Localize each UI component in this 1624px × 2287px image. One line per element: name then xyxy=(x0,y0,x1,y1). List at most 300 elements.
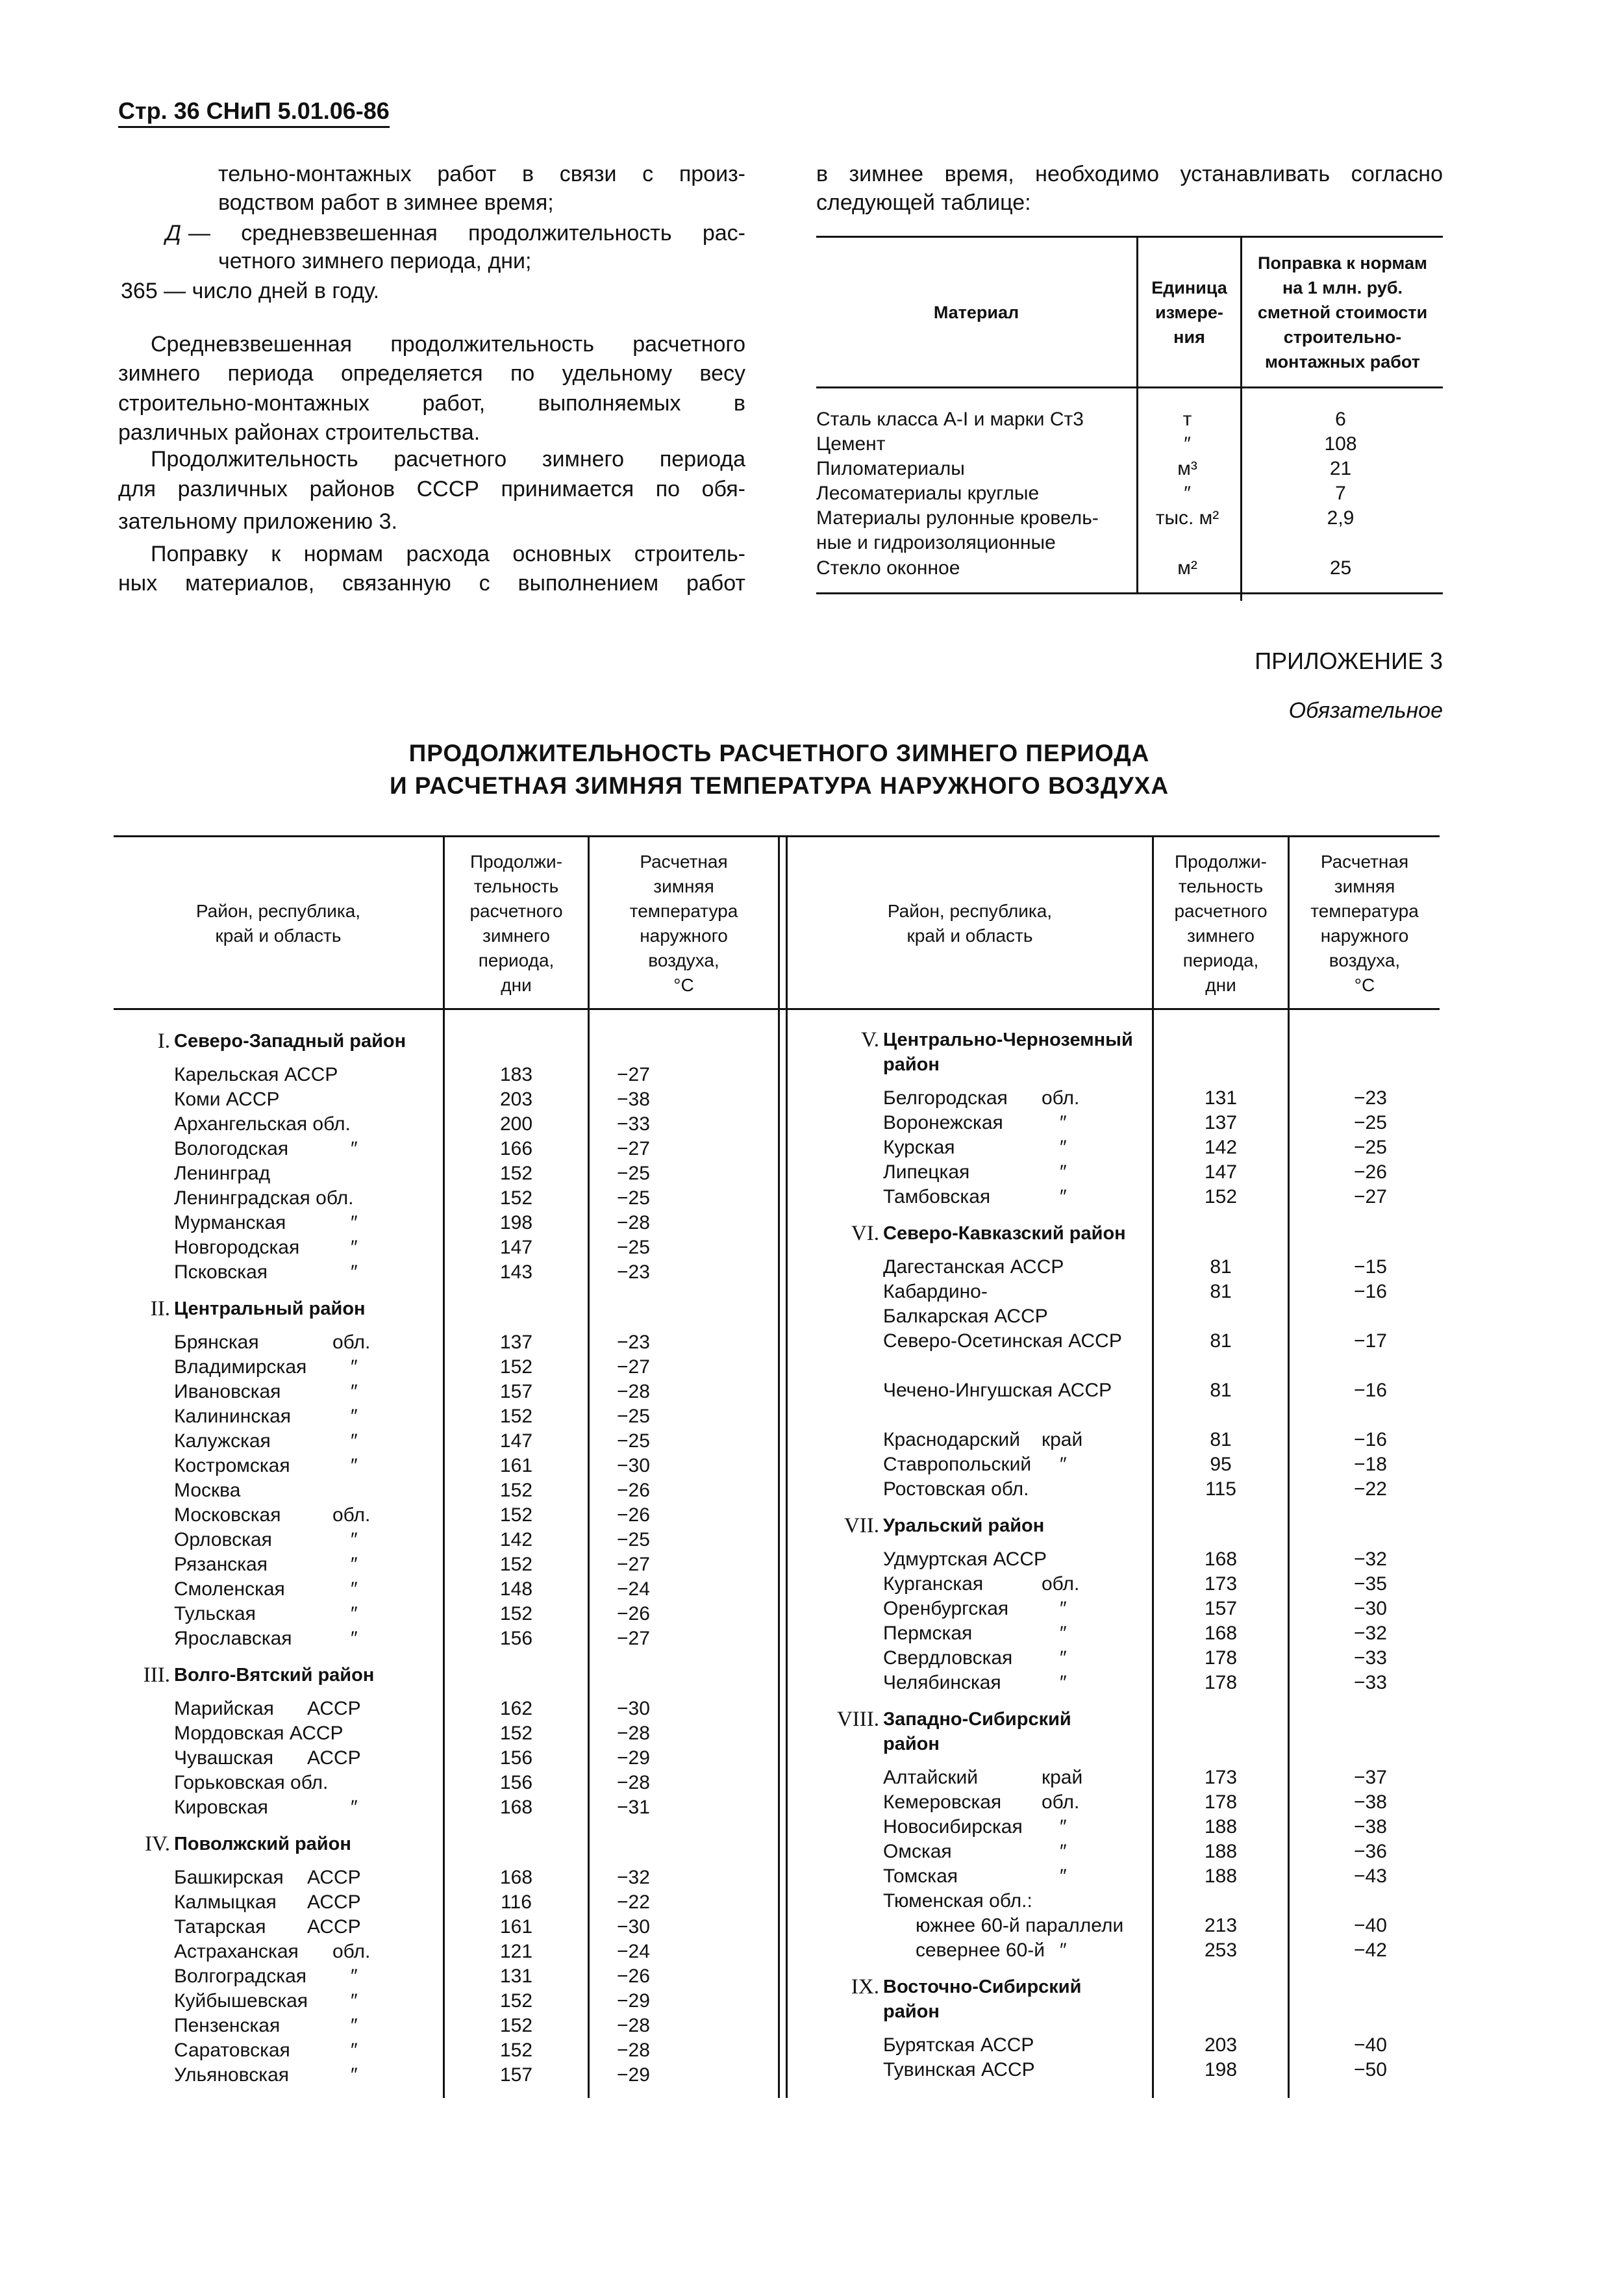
region-name: Рязанская xyxy=(174,1554,268,1575)
duration-days: 152 xyxy=(499,1603,533,1624)
region-name: Новосибирская xyxy=(883,1816,1023,1838)
unit: ″ xyxy=(1184,483,1191,504)
region-name: Оренбургская xyxy=(883,1598,1009,1619)
spacer-row xyxy=(883,1354,1440,1378)
table-row xyxy=(883,2058,1440,2082)
temperature-value: −17 xyxy=(1354,1330,1387,1352)
table-row xyxy=(174,1355,778,1380)
column-divider xyxy=(786,837,788,2098)
region-name: Новгородская xyxy=(174,1237,300,1258)
region-name: Горьковская обл. xyxy=(174,1772,329,1793)
duration-days: 143 xyxy=(499,1261,533,1283)
temperature-value: −30 xyxy=(617,1455,650,1476)
table-row xyxy=(883,1111,1440,1135)
temperature-value: −27 xyxy=(617,1064,650,1085)
region-suffix: ″ xyxy=(351,2040,358,2061)
table-rule xyxy=(816,592,1443,594)
temperature-value: −36 xyxy=(1354,1841,1387,1862)
region-name: Северо-Осетинская АССР xyxy=(883,1330,1122,1352)
region-suffix: ″ xyxy=(351,1797,358,1818)
table-row xyxy=(883,1597,1440,1621)
temperature-value: −18 xyxy=(1354,1454,1387,1475)
column-header-region: Район, республика, край и область xyxy=(887,900,1053,946)
region-name: Удмуртская АССР xyxy=(883,1548,1047,1570)
duration-days: 81 xyxy=(1210,1330,1232,1352)
temperature-value: −23 xyxy=(1354,1087,1387,1109)
region-name: Пермская xyxy=(883,1623,973,1644)
temperature-value: −40 xyxy=(1354,2034,1387,2056)
region-name: Калужская xyxy=(174,1430,271,1452)
duration-days: 178 xyxy=(1204,1647,1238,1669)
duration-days: 203 xyxy=(499,1089,533,1110)
temperature-value: −26 xyxy=(617,1504,650,1526)
region-name: Ленинградская обл. xyxy=(174,1187,354,1209)
section-number: II. xyxy=(150,1297,170,1320)
region-suffix: ″ xyxy=(351,1356,358,1378)
page-title: ПРОДОЛЖИТЕЛЬНОСТЬ РАСЧЕТНОГО ЗИМНЕГО ПЕРИОДА xyxy=(408,740,1150,766)
column-header-unit: Единица измере- ния xyxy=(1151,277,1227,347)
duration-days: 161 xyxy=(499,1916,533,1938)
duration-days: 152 xyxy=(1204,1186,1238,1207)
region-name: Кабардино- xyxy=(883,1281,988,1302)
region-suffix: ″ xyxy=(1060,1112,1067,1133)
correction-value: 7 xyxy=(1335,483,1346,504)
temperature-value: −28 xyxy=(617,1381,650,1402)
duration-days: 173 xyxy=(1204,1767,1238,1788)
temperature-value: −28 xyxy=(617,2015,650,2036)
temperature-value: −30 xyxy=(617,1916,650,1938)
region-name: Брянская xyxy=(174,1332,259,1353)
region-section-header xyxy=(143,1663,778,1697)
table-row xyxy=(883,1938,1440,1963)
table-row xyxy=(883,1547,1440,1572)
temperature-value: −25 xyxy=(617,1406,650,1427)
temperature-value: −25 xyxy=(617,1529,650,1550)
table-row xyxy=(816,531,1443,555)
material-name: ные и гидроизоляционные xyxy=(816,532,1056,553)
region-name: Белгородская xyxy=(883,1087,1008,1109)
table-row xyxy=(883,1086,1440,1111)
region-suffix: АССР xyxy=(307,1698,361,1719)
table-row xyxy=(883,1646,1440,1671)
duration-days: 168 xyxy=(499,1797,533,1818)
region-name: севернее 60-й xyxy=(916,1940,1045,1961)
region-name: Тувинская АССР xyxy=(883,2059,1035,2080)
region-suffix: ″ xyxy=(351,1381,358,1402)
table-row xyxy=(816,407,1443,432)
correction-value: 21 xyxy=(1329,458,1352,479)
table-row xyxy=(174,1161,778,1186)
region-suffix: ″ xyxy=(1060,1598,1067,1619)
region-name: Астраханская xyxy=(174,1941,299,1962)
duration-days: 152 xyxy=(499,2015,533,2036)
temperature-value: −22 xyxy=(617,1891,650,1913)
duration-days: 148 xyxy=(499,1578,533,1600)
appendix-label: ПРИЛОЖЕНИЕ 3 xyxy=(1255,648,1443,674)
table-row xyxy=(816,432,1443,457)
region-suffix: ″ xyxy=(351,1603,358,1624)
region-name: Кировская xyxy=(174,1797,268,1818)
temperature-value: −50 xyxy=(1354,2059,1387,2080)
page-header: Стр. 36 СНиП 5.01.06-86 xyxy=(118,97,390,128)
temperature-value: −26 xyxy=(617,1965,650,1987)
region-section-header xyxy=(836,1707,1440,1765)
region-name: Калмыцкая xyxy=(174,1891,277,1913)
temperature-value: −16 xyxy=(1354,1429,1387,1450)
temperature-value: −25 xyxy=(617,1187,650,1209)
table-row xyxy=(174,1260,778,1285)
region-section-header xyxy=(157,1029,778,1063)
temperature-value: −32 xyxy=(1354,1548,1387,1570)
duration-days: 131 xyxy=(499,1965,533,1987)
duration-days: 152 xyxy=(499,1990,533,2012)
region-suffix: ″ xyxy=(351,1455,358,1476)
duration-days: 156 xyxy=(499,1747,533,1769)
region-suffix: ″ xyxy=(351,2015,358,2036)
unit: м² xyxy=(1177,557,1197,579)
duration-days: 81 xyxy=(1210,1256,1232,1278)
material-name: Лесоматериалы круглые xyxy=(816,483,1040,504)
table-row xyxy=(174,1186,778,1211)
region-suffix: обл. xyxy=(1042,1573,1080,1595)
duration-days: 137 xyxy=(499,1332,533,1353)
table-row xyxy=(174,1721,778,1746)
material-name: Сталь класса А-I и марки Ст3 xyxy=(816,409,1084,430)
duration-days: 166 xyxy=(499,1138,533,1159)
table-row xyxy=(174,1890,778,1915)
duration-days: 156 xyxy=(499,1772,533,1793)
region-name: Татарская xyxy=(174,1916,266,1938)
body-text-line: различных районах строительства. xyxy=(118,420,481,445)
region-name: Марийская xyxy=(174,1698,274,1719)
body-text-line: строительно-монтажных работ, выполняемых в xyxy=(118,391,745,416)
temperature-value: −30 xyxy=(1354,1598,1387,1619)
region-name: Бурятская АССР xyxy=(883,2034,1034,2056)
temperature-value: −43 xyxy=(1354,1865,1387,1887)
duration-days: 152 xyxy=(499,1406,533,1427)
region-section-header xyxy=(843,1513,1440,1547)
region-name: Ростовская обл. xyxy=(883,1478,1029,1500)
temperature-value: −27 xyxy=(1354,1186,1387,1207)
region-suffix: АССР xyxy=(307,1867,361,1888)
section-number: VI. xyxy=(851,1222,879,1245)
table-row xyxy=(883,1329,1440,1354)
body-text-line: зимнего периода определяется по удельному весу xyxy=(118,361,745,386)
section-number: VIII. xyxy=(836,1708,879,1731)
temperature-value: −25 xyxy=(617,1430,650,1452)
duration-days: 213 xyxy=(1204,1915,1238,1936)
body-text-line: для различных районов СССР принимается по обя- xyxy=(118,477,745,501)
temperature-value: −42 xyxy=(1354,1940,1387,1961)
section-number: IV. xyxy=(145,1832,170,1856)
region-name: Волгоградская xyxy=(174,1965,307,1987)
column-header-duration: Продолжи- тельность расчетного зимнего периода, дни xyxy=(469,851,563,995)
region-suffix: обл. xyxy=(332,1941,371,1962)
body-text-line: Продолжительность расчетного зимнего периода xyxy=(151,447,745,472)
region-name: Мордовская АССР xyxy=(174,1723,344,1744)
duration-days: 152 xyxy=(499,1187,533,1209)
duration-days: 152 xyxy=(499,1163,533,1184)
region-name: Карельская АССР xyxy=(174,1064,338,1085)
temperature-value: −16 xyxy=(1354,1281,1387,1302)
region-name: Тульская xyxy=(174,1603,256,1624)
region-suffix: ″ xyxy=(1060,1865,1067,1887)
duration-days: 168 xyxy=(1204,1623,1238,1644)
temperature-value: −27 xyxy=(617,1356,650,1378)
table-row xyxy=(883,1135,1440,1160)
table-rule xyxy=(114,835,1440,837)
table-row xyxy=(883,1914,1440,1938)
region-suffix: обл. xyxy=(1042,1087,1080,1109)
duration-days: 178 xyxy=(1204,1672,1238,1693)
temperature-value: −32 xyxy=(1354,1623,1387,1644)
region-name: Саратовская xyxy=(174,2040,290,2061)
duration-days: 147 xyxy=(499,1430,533,1452)
temperature-value: −33 xyxy=(1354,1672,1387,1693)
region-suffix: ″ xyxy=(351,1529,358,1550)
region-suffix: ″ xyxy=(1060,1161,1067,1183)
table-row xyxy=(883,1185,1440,1209)
table-row xyxy=(174,1697,778,1721)
table-row xyxy=(883,1839,1440,1864)
temperature-value: −31 xyxy=(617,1797,650,1818)
material-name: Стекло оконное xyxy=(816,557,960,579)
table-row xyxy=(174,1989,778,2014)
temperature-value: −28 xyxy=(617,1723,650,1744)
region-section-header xyxy=(861,1028,1440,1086)
section-number: V. xyxy=(861,1028,879,1052)
temperature-value: −27 xyxy=(617,1628,650,1649)
temperature-value: −28 xyxy=(617,1212,650,1233)
temperature-value: −26 xyxy=(617,1603,650,1624)
region-section-header xyxy=(851,1221,1440,1255)
duration-days: 157 xyxy=(1204,1598,1238,1619)
region-name: Чувашская xyxy=(174,1747,274,1769)
region-name: Костромская xyxy=(174,1455,290,1476)
region-name: Куйбышевская xyxy=(174,1990,308,2012)
region-suffix: ″ xyxy=(1060,1454,1067,1475)
body-text-line: Средневзвешенная продолжительность расчетного xyxy=(151,332,745,357)
body-text-line: водством работ в зимнее время; xyxy=(218,190,554,215)
temperature-value: −25 xyxy=(617,1163,650,1184)
region-name: Балкарская АССР xyxy=(883,1306,1048,1327)
table-row xyxy=(883,1255,1440,1280)
region-name: Московская xyxy=(174,1504,281,1526)
region-name: Вологодская xyxy=(174,1138,289,1159)
temperature-value: −27 xyxy=(617,1554,650,1575)
table-row xyxy=(816,506,1443,531)
temperature-value: −32 xyxy=(617,1867,650,1888)
region-suffix: АССР xyxy=(307,1747,361,1769)
table-row xyxy=(174,1429,778,1454)
unit: тыс. м² xyxy=(1155,507,1219,529)
region-suffix: ″ xyxy=(351,1261,358,1283)
region-name: Свердловская xyxy=(883,1647,1013,1669)
column-header-material: Материал xyxy=(933,302,1019,322)
temperature-value: −15 xyxy=(1354,1256,1387,1278)
temperature-value: −28 xyxy=(617,1772,650,1793)
temperature-value: −22 xyxy=(1354,1478,1387,1500)
table-row xyxy=(174,1235,778,1260)
region-suffix: ″ xyxy=(351,2064,358,2086)
duration-days: 188 xyxy=(1204,1816,1238,1838)
duration-days: 131 xyxy=(1204,1087,1238,1109)
column-header-temperature: Расчетная зимняя температура наружного воздуха, °С xyxy=(1310,851,1419,995)
table-row xyxy=(174,1112,778,1137)
duration-days: 152 xyxy=(499,1480,533,1501)
duration-days: 183 xyxy=(499,1064,533,1085)
correction-value: 25 xyxy=(1329,557,1352,579)
material-name: Цемент xyxy=(816,433,886,455)
region-name: Москва xyxy=(174,1480,241,1501)
section-label: Центрально-Черноземный район xyxy=(883,1030,1133,1075)
duration-days: 161 xyxy=(499,1455,533,1476)
table-row xyxy=(883,1889,1440,1914)
table-row xyxy=(174,1478,778,1503)
table-row xyxy=(174,1771,778,1795)
region-name: Краснодарский xyxy=(883,1429,1020,1450)
region-name: Ленинград xyxy=(174,1163,271,1184)
section-number: IX. xyxy=(851,1975,879,1999)
column-header-temperature: Расчетная зимняя температура наружного воздуха, °С xyxy=(629,851,738,995)
table-row xyxy=(174,1602,778,1626)
region-suffix: обл. xyxy=(332,1504,371,1526)
temperature-value: −16 xyxy=(1354,1380,1387,1401)
section-number: I. xyxy=(157,1030,170,1053)
table-row xyxy=(174,2014,778,2038)
table-row xyxy=(883,1572,1440,1597)
duration-days: 147 xyxy=(499,1237,533,1258)
duration-days: 198 xyxy=(499,1212,533,1233)
region-suffix: ″ xyxy=(351,1237,358,1258)
region-name: Тамбовская xyxy=(883,1186,991,1207)
unit: т xyxy=(1182,409,1192,430)
table-row xyxy=(174,1503,778,1528)
table-rule xyxy=(816,386,1443,388)
table-row xyxy=(883,1815,1440,1839)
region-name: Ульяновская xyxy=(174,2064,289,2086)
body-text-line: зательному приложению 3. xyxy=(118,509,397,534)
table-row xyxy=(883,1428,1440,1452)
temperature-value: −38 xyxy=(1354,1791,1387,1813)
table-row xyxy=(174,1577,778,1602)
body-text-line: ных материалов, связанную с выполнением работ xyxy=(118,571,745,596)
symbol-d: Д xyxy=(166,221,181,246)
region-suffix: край xyxy=(1042,1429,1083,1450)
region-suffix: АССР xyxy=(307,1891,361,1913)
region-section-header xyxy=(150,1296,778,1330)
table-row xyxy=(174,1915,778,1940)
temperature-value: −40 xyxy=(1354,1915,1387,1936)
duration-days: 152 xyxy=(499,2040,533,2061)
region-name: Псковская xyxy=(174,1261,268,1283)
unit: ″ xyxy=(1184,433,1191,455)
region-name: Калининская xyxy=(174,1406,292,1427)
column-header-correction: Поправка к нормам на 1 млн. руб. сметной стоимости строительно- монтажных работ xyxy=(1257,253,1428,372)
region-suffix: ″ xyxy=(351,1406,358,1427)
table-row xyxy=(883,2033,1440,2058)
temperature-value: −23 xyxy=(617,1261,650,1283)
section-label: Северо-Кавказский район xyxy=(883,1223,1126,1244)
material-name: Пиломатериалы xyxy=(816,458,965,479)
region-name: Омская xyxy=(883,1841,952,1862)
table-row xyxy=(174,1087,778,1112)
region-suffix: обл. xyxy=(1042,1791,1080,1813)
region-suffix: ″ xyxy=(1060,1940,1067,1961)
region-suffix: ″ xyxy=(351,1430,358,1452)
column-header-duration: Продолжи- тельность расчетного зимнего периода, дни xyxy=(1174,851,1268,995)
duration-days: 162 xyxy=(499,1698,533,1719)
duration-days: 178 xyxy=(1204,1791,1238,1813)
duration-days: 188 xyxy=(1204,1865,1238,1887)
table-row xyxy=(174,1404,778,1429)
region-suffix: обл. xyxy=(332,1332,371,1353)
section-label: Центральный район xyxy=(174,1298,366,1319)
table-row xyxy=(174,1137,778,1161)
table-row xyxy=(174,1528,778,1552)
table-row xyxy=(816,481,1443,506)
region-suffix: ″ xyxy=(351,1212,358,1233)
region-name: Челябинская xyxy=(883,1672,1001,1693)
unit: м³ xyxy=(1177,458,1197,479)
table-row xyxy=(174,1626,778,1651)
region-suffix: АССР xyxy=(307,1916,361,1938)
table-row xyxy=(883,1671,1440,1695)
region-suffix: ″ xyxy=(1060,1623,1067,1644)
table-row xyxy=(174,1795,778,1820)
table-row xyxy=(174,1454,778,1478)
region-suffix: ″ xyxy=(1060,1137,1067,1158)
duration-days: 157 xyxy=(499,2064,533,2086)
duration-days: 203 xyxy=(1204,2034,1238,2056)
region-suffix: ″ xyxy=(351,1990,358,2012)
material-name: Материалы рулонные кровель- xyxy=(816,507,1099,529)
section-label: Восточно-Сибирский район xyxy=(883,1977,1082,2022)
temperature-value: −28 xyxy=(617,2040,650,2061)
region-name: Ивановская xyxy=(174,1381,281,1402)
duration-days: 142 xyxy=(499,1529,533,1550)
temperature-value: −38 xyxy=(617,1089,650,1110)
table-row xyxy=(174,2038,778,2063)
table-row xyxy=(816,457,1443,481)
duration-days: 198 xyxy=(1204,2059,1238,2080)
region-name: Липецкая xyxy=(883,1161,970,1183)
temperature-value: −24 xyxy=(617,1578,650,1600)
right-region-list xyxy=(836,1028,1440,2082)
duration-days: 115 xyxy=(1205,1478,1236,1500)
region-name: Орловская xyxy=(174,1529,272,1550)
table-row xyxy=(174,1380,778,1404)
duration-days: 168 xyxy=(1204,1548,1238,1570)
duration-days: 156 xyxy=(499,1628,533,1649)
correction-value: 108 xyxy=(1324,433,1357,455)
temperature-value: −26 xyxy=(1354,1161,1387,1183)
body-text-line: четного зимнего периода, дни; xyxy=(218,249,532,273)
temperature-value: −38 xyxy=(1354,1816,1387,1838)
region-section-header xyxy=(145,1832,778,1865)
region-name: Архангельская обл. xyxy=(174,1113,351,1135)
region-name: Пензенская xyxy=(174,2015,281,2036)
region-suffix: ″ xyxy=(351,1138,358,1159)
region-suffix: ″ xyxy=(1060,1841,1067,1862)
temperature-value: −29 xyxy=(617,1747,650,1769)
temperature-value: −27 xyxy=(617,1138,650,1159)
region-name: Ярославская xyxy=(174,1628,292,1649)
duration-days: 168 xyxy=(499,1867,533,1888)
table-row xyxy=(883,1160,1440,1185)
region-suffix: ″ xyxy=(1060,1672,1067,1693)
table-row xyxy=(883,1765,1440,1790)
